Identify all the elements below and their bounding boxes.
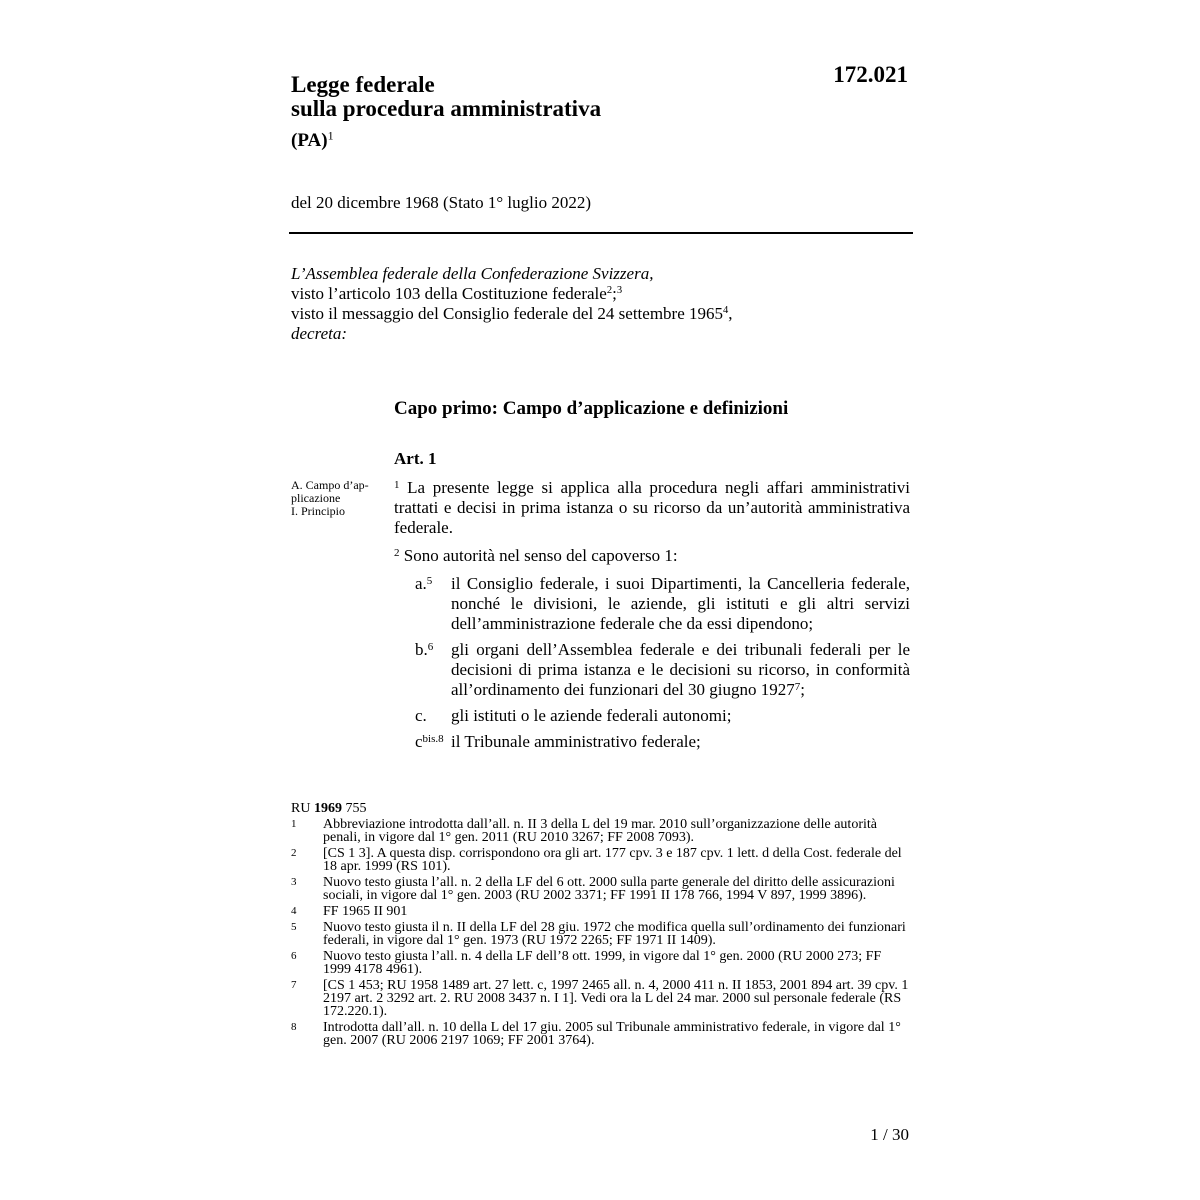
label-text: c	[415, 732, 423, 751]
preamble-message-text: visto il messaggio del Consiglio federale del 24 settembre 1965	[291, 304, 723, 323]
article-body	[394, 478, 910, 752]
footnote	[291, 905, 911, 918]
footnote-number: 8	[291, 1021, 297, 1033]
label-text: a.	[415, 574, 427, 593]
list-item-label	[415, 706, 451, 726]
footnote-number: 3	[291, 876, 297, 888]
item-text: gli organi dell’Assemblea federale e dei tribunali federali per le decisioni di prima istanza e le decisioni su ricorso, in conformità all’ordinamento dei funzionari del 30 giugno 1927	[451, 640, 910, 699]
footnote	[291, 1021, 911, 1047]
list-item-text: il Tribunale amministrativo federale;	[451, 732, 701, 751]
preamble-constitution	[291, 284, 733, 304]
footnote-text: Nuovo testo giusta l’all. n. 2 della LF del 6 ott. 2000 sulla parte generale del diritto delle assicurazioni sociali, in vigore dal 1° gen. 2003 (RU 2002 3371; FF 1991 II 178 766, 1994 V 897, 1999 3896).	[323, 875, 895, 903]
preamble-constitution-text: visto l’articolo 103 della Costituzione federale	[291, 284, 607, 303]
sr-number: 172.021	[833, 62, 908, 87]
preamble-message-end: ,	[728, 304, 733, 323]
footnote-number: 7	[291, 979, 297, 991]
abbreviation-text: (PA)	[291, 130, 328, 151]
chapter-title: Capo primo: Campo d’applicazione e definizioni	[394, 398, 789, 419]
date-status-line: del 20 dicembre 1968 (Stato 1° luglio 2022)	[291, 193, 591, 212]
preamble	[291, 264, 733, 344]
footnote	[291, 818, 911, 844]
footnote-ref-6[interactable]: 6	[427, 641, 434, 653]
article-title: Art. 1	[394, 449, 437, 468]
title-line-2: sulla procedura amministrativa	[291, 96, 602, 121]
list-item	[415, 706, 910, 726]
preamble-separator: ;	[612, 284, 617, 303]
list-item-label	[415, 574, 451, 634]
footnote-number: 5	[291, 921, 297, 933]
list-item-text	[451, 640, 910, 700]
paragraph-number: 2	[394, 547, 400, 559]
title-line-1: Legge federale	[291, 72, 435, 97]
footnote-number: 4	[291, 905, 297, 917]
preamble-assembly: L’Assemblea federale della Confederazione Svizzera,	[291, 264, 654, 283]
list-item	[415, 640, 910, 700]
footnote-ref-5[interactable]: 5	[426, 575, 433, 587]
header-divider	[289, 232, 913, 234]
footnote-number: 2	[291, 847, 297, 859]
footnote-text: [CS 1 3]. A questa disp. corrispondono ora gli art. 177 cpv. 3 e 187 cpv. 1 lett. d della Cost. federale del 18 apr. 1999 (RS 101).	[323, 846, 902, 874]
abbreviation-footnote-ref[interactable]: 1	[327, 128, 334, 143]
footnote-ref-7[interactable]: 7	[794, 681, 801, 693]
ru-year: 1969	[313, 801, 342, 816]
preamble-decrees: decreta:	[291, 324, 348, 343]
list-item-text: il Consiglio federale, i suoi Dipartimenti, la Cancelleria federale, nonché le divisioni, le aziende, gli istituti e gli altri servizi dell’amministrazione federale che da essi dipendono;	[451, 574, 910, 633]
footnote-text: Nuovo testo giusta l’all. n. 4 della LF dell’8 ott. 1999, in vigore dal 1° gen. 2000 (RU 2000 273; FF 1999 4178 4961).	[323, 949, 882, 977]
label-text: c.	[415, 706, 427, 725]
paragraph-text: Sono autorità nel senso del capoverso 1:	[399, 546, 678, 565]
footnote-text: FF 1965 II 901	[323, 904, 408, 919]
footnote-ref-2[interactable]: 2	[606, 285, 613, 297]
footnote-text: [CS 1 453; RU 1958 1489 art. 27 lett. c, 1997 2465 all. n. 4, 2000 411 n. II 1853, 2001 894 art. 39 cpv. 1 2197 art. 2 3292 art. 2. RU 2008 3437 n. I 1]. Vedi ora la L del 24 mar. 2000 sul personale federale (RS 172.220.1).	[323, 978, 909, 1019]
footnote	[291, 847, 911, 873]
list-item	[415, 574, 910, 634]
law-abbreviation	[291, 129, 601, 153]
footnote	[291, 950, 911, 976]
marginal-line: plicazione	[291, 491, 341, 505]
footnotes	[291, 802, 911, 1050]
paragraph-number: 1	[394, 479, 400, 491]
label-text: b.	[415, 640, 428, 659]
footnote-ref-3[interactable]: 3	[616, 285, 623, 297]
footnote	[291, 921, 911, 947]
list-item	[415, 732, 910, 752]
paragraph-text: La presente legge si applica alla procedura negli affari amministrativi trattati e decisi in prima istanza o su ricorso da un’autorità amministrativa federale.	[394, 478, 910, 537]
paragraph-1	[394, 478, 910, 538]
list-item-label	[415, 732, 451, 752]
footnote-text: Abbreviazione introdotta dall’all. n. II 3 della L del 19 mar. 2010 sull’organizzazione delle autorità penali, in vigore dal 1° gen. 2011 (RU 2010 3267; FF 2008 7093).	[323, 817, 877, 845]
ru-reference	[291, 802, 911, 815]
list-item-label	[415, 640, 451, 700]
marginal-note	[291, 479, 391, 518]
footnote-ref-8[interactable]: bis.8	[422, 733, 444, 745]
ru-prefix: RU	[291, 801, 314, 816]
footnote-text: Introdotta dall’all. n. 10 della L del 17 giu. 2005 sul Tribunale amministrativo federale, in vigore dal 1° gen. 2007 (RU 2006 2197 1069; FF 2001 3764).	[323, 1020, 901, 1048]
item-text-end: ;	[800, 680, 805, 699]
list-item-text: gli istituti o le aziende federali autonomi;	[451, 706, 732, 725]
law-title	[291, 73, 601, 153]
footnote-number: 6	[291, 950, 297, 962]
page-number: 1 / 30	[870, 1125, 909, 1144]
footnote-ref-4[interactable]: 4	[723, 305, 729, 317]
footnote	[291, 979, 911, 1018]
preamble-message	[291, 304, 733, 324]
footnote-number: 1	[291, 818, 297, 830]
footnote	[291, 876, 911, 902]
marginal-line: A. Campo d’ap-	[291, 478, 369, 492]
paragraph-2	[394, 546, 910, 566]
marginal-line: I. Principio	[291, 504, 345, 518]
footnote-text: Nuovo testo giusta il n. II della LF del 28 giu. 1972 che modifica quella sull’ordinamento dei funzionari federali, in vigore dal 1° gen. 1973 (RU 1972 2265; FF 1971 II 1409).	[323, 920, 906, 948]
ru-page: 755	[341, 801, 367, 816]
